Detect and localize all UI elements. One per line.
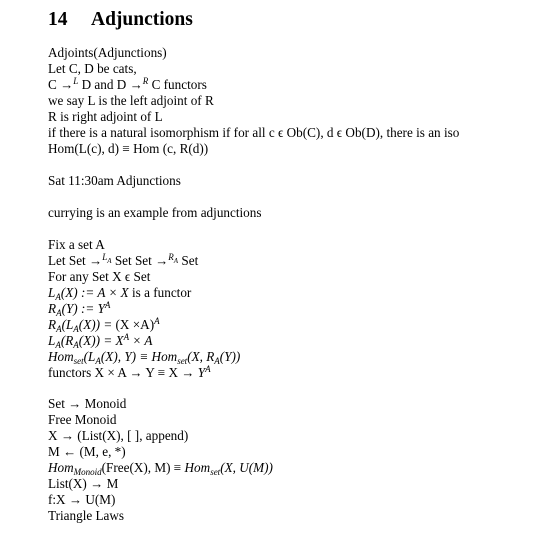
math-span: (Y)) (219, 349, 241, 364)
section-title: Adjunctions (91, 9, 193, 30)
subscript: A (56, 308, 62, 318)
superscript: A (154, 316, 160, 326)
superscript: A (123, 332, 130, 342)
math-span: Y (197, 365, 206, 380)
math-span: (L (61, 317, 74, 332)
text-line: Triangle Laws (48, 508, 125, 523)
text-line (48, 253, 198, 269)
text-span: Set (178, 253, 199, 268)
text-line: M ← (M, e, *) (48, 444, 126, 459)
subscript: A (95, 356, 101, 366)
math-span: (R (60, 333, 74, 348)
subscript: A (56, 324, 62, 334)
text-line: Adjoints(Adjunctions) (48, 45, 167, 60)
text-line: R is right adjoint of L (48, 109, 163, 124)
text-line (48, 317, 160, 333)
math-span: (X)) = X (78, 333, 124, 348)
text-line: f:X → U(M) (48, 492, 116, 507)
math-span: R (48, 301, 57, 316)
subscript: A (55, 340, 61, 350)
math-span: × A (129, 333, 153, 348)
subscript: set (210, 467, 221, 477)
math-span: Hom (48, 460, 74, 475)
superscript: A (205, 364, 211, 374)
text-span: is a functor (128, 285, 192, 300)
superscript: A (104, 300, 111, 310)
text-line (48, 77, 207, 93)
superscript (168, 252, 179, 265)
math-span: (X, U(M)) (220, 460, 273, 475)
math-span: (X) := A × X (60, 285, 129, 300)
text-line: currying is an example from adjunctions (48, 205, 262, 220)
text-line: Let C, D be cats, (48, 61, 137, 76)
math-span: (X), Y) ≡ Hom (100, 349, 178, 364)
text-line: Fix a set A (48, 237, 105, 252)
text-line: Sat 11:30am Adjunctions (48, 173, 181, 188)
sup-text: L (102, 252, 108, 262)
text-span: Set Set → (111, 253, 169, 268)
text-span: C functors (148, 77, 207, 92)
text-span: Let Set → (48, 253, 103, 268)
text-span: D and D → (78, 77, 143, 92)
text-line (48, 460, 273, 476)
math-span: R (48, 317, 57, 332)
text-line (48, 365, 211, 381)
subscript: A (107, 257, 112, 265)
math-span: (X, R (187, 349, 215, 364)
text-line: X → (List(X), [ ], append) (48, 428, 189, 443)
text-line: Free Monoid (48, 412, 117, 427)
text-line (48, 333, 152, 349)
math-span: Hom (184, 460, 211, 475)
subscript: A (173, 257, 179, 265)
text-line: List(X) → M (48, 476, 119, 491)
math-span: Hom (48, 349, 74, 364)
text-line: Hom(L(c), d) ≡ Hom (c, R(d)) (48, 141, 209, 156)
superscript (102, 252, 112, 265)
subscript: A (73, 324, 79, 334)
subscript: A (73, 340, 79, 350)
math-span: L (48, 285, 56, 300)
math-span: L (48, 333, 56, 348)
subscript: A (55, 292, 61, 302)
superscript: L (73, 76, 79, 86)
superscript: R (142, 76, 149, 86)
subscript: set (177, 356, 188, 366)
section-heading (48, 7, 193, 33)
math-span: (L (83, 349, 96, 364)
text-line (48, 349, 240, 365)
text-span: (X ×A) (115, 317, 155, 332)
text-line (48, 301, 110, 317)
text-line (48, 285, 191, 301)
subscript: A (214, 356, 220, 366)
sup-text: R (168, 252, 174, 262)
text-line: we say L is the left adjoint of R (48, 93, 214, 108)
text-line: if there is a natural isomorphism if for all c ϵ Ob(C), d ϵ Ob(D), there is an iso (48, 125, 460, 140)
subscript: set (73, 356, 84, 366)
text-span: functors X × A → Y ≡ X → (48, 365, 198, 380)
math-span: (X)) = (78, 317, 116, 332)
text-span: (Free(X), M) ≡ (101, 460, 185, 475)
text-line: Set → Monoid (48, 396, 127, 411)
section-number: 14 (48, 9, 68, 30)
subscript: Monoid (73, 467, 102, 477)
text-span: C → (48, 77, 74, 92)
text-line: For any Set X ϵ Set (48, 269, 151, 284)
math-span: (Y) := Y (61, 301, 105, 316)
